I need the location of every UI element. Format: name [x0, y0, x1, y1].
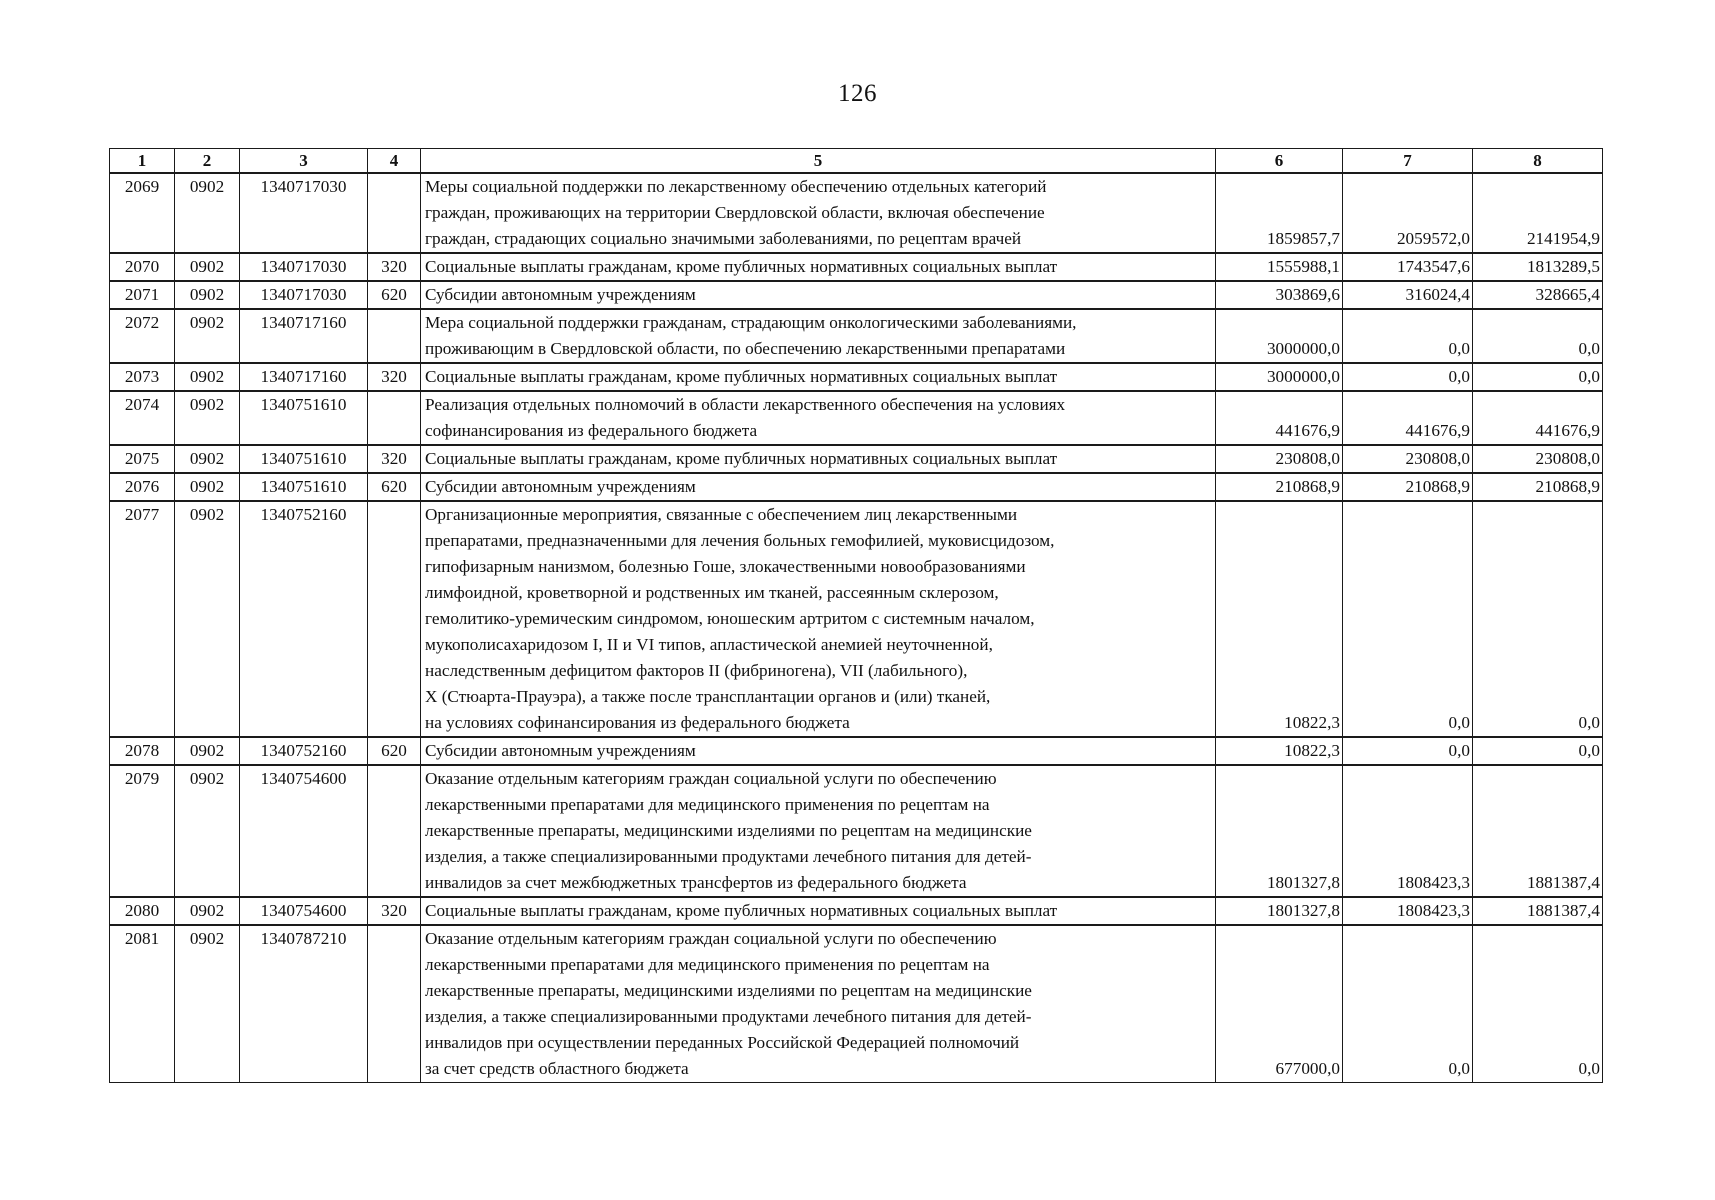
target-article-cell: 1340717030: [240, 281, 368, 309]
description-line: лекарственными препаратами для медицинского применения по рецептам на: [425, 955, 990, 974]
amount-year-2-cell: 0,0: [1343, 925, 1473, 1083]
target-article-cell: 1340751610: [240, 445, 368, 473]
section-code-cell: 0902: [175, 897, 240, 925]
amount-year-3-cell: 1813289,5: [1473, 253, 1603, 281]
amount-year-1-cell: 10822,3: [1216, 501, 1343, 737]
expense-type-cell: [368, 173, 421, 253]
expense-type-cell: 320: [368, 253, 421, 281]
section-code-cell: 0902: [175, 737, 240, 765]
amount-year-1-cell: 677000,0: [1216, 925, 1343, 1083]
table-body: [110, 173, 1603, 1083]
description-cell: [421, 445, 1216, 473]
description-cell: [421, 897, 1216, 925]
description-line: софинансирования из федерального бюджета: [425, 421, 758, 440]
section-code-cell: 0902: [175, 309, 240, 363]
target-article-cell: 1340717030: [240, 173, 368, 253]
column-header: 4: [368, 149, 421, 174]
target-article-cell: 1340752160: [240, 501, 368, 737]
column-header: 3: [240, 149, 368, 174]
amount-year-1-cell: 230808,0: [1216, 445, 1343, 473]
target-article-cell: 1340752160: [240, 737, 368, 765]
amount-year-3-cell: 2141954,9: [1473, 173, 1603, 253]
row-number-cell: 2074: [110, 391, 175, 445]
row-number-cell: 2078: [110, 737, 175, 765]
column-header: 6: [1216, 149, 1343, 174]
section-code-cell: 0902: [175, 281, 240, 309]
amount-year-2-cell: 1743547,6: [1343, 253, 1473, 281]
amount-year-3-cell: 441676,9: [1473, 391, 1603, 445]
description-line: Оказание отдельным категориям граждан социальной услуги по обеспечению: [425, 769, 997, 788]
row-number-cell: 2075: [110, 445, 175, 473]
table-row: [110, 445, 1603, 473]
amount-year-2-cell: 230808,0: [1343, 445, 1473, 473]
section-code-cell: 0902: [175, 253, 240, 281]
expense-type-cell: 320: [368, 445, 421, 473]
description-cell: [421, 501, 1216, 737]
table-row: [110, 173, 1603, 253]
amount-year-2-cell: 1808423,3: [1343, 765, 1473, 897]
amount-year-2-cell: 2059572,0: [1343, 173, 1473, 253]
description-line: граждан, проживающих на территории Свердловской области, включая обеспечение: [425, 203, 1045, 222]
description-line: Меры социальной поддержки по лекарственному обеспечению отдельных категорий: [425, 177, 1047, 196]
description-line: препаратами, предназначенными для лечения больных гемофилией, муковисцидозом,: [425, 531, 1055, 550]
expense-type-cell: [368, 925, 421, 1083]
amount-year-1-cell: 303869,6: [1216, 281, 1343, 309]
description-line: Организационные мероприятия, связанные с обеспечением лиц лекарственными: [425, 505, 1018, 524]
amount-year-3-cell: 0,0: [1473, 925, 1603, 1083]
table-row: [110, 391, 1603, 445]
column-header: 5: [421, 149, 1216, 174]
description-line: инвалидов при осуществлении переданных Российской Федерацией полномочий: [425, 1033, 1020, 1052]
table-row: [110, 363, 1603, 391]
amount-year-1-cell: 1801327,8: [1216, 765, 1343, 897]
description-line: за счет средств областного бюджета: [425, 1059, 689, 1078]
amount-year-3-cell: 328665,4: [1473, 281, 1603, 309]
expense-type-cell: [368, 501, 421, 737]
budget-table: [109, 148, 1603, 1083]
expense-type-cell: 620: [368, 473, 421, 501]
amount-year-3-cell: 230808,0: [1473, 445, 1603, 473]
amount-year-1-cell: 3000000,0: [1216, 363, 1343, 391]
amount-year-3-cell: 0,0: [1473, 363, 1603, 391]
description-line: мукополисахаридозом I, II и VI типов, апластической анемией неуточненной,: [425, 635, 993, 654]
description-cell: [421, 281, 1216, 309]
row-number-cell: 2077: [110, 501, 175, 737]
amount-year-2-cell: 0,0: [1343, 363, 1473, 391]
column-header: 2: [175, 149, 240, 174]
expense-type-cell: 320: [368, 897, 421, 925]
target-article-cell: 1340717030: [240, 253, 368, 281]
description-line: Социальные выплаты гражданам, кроме публичных нормативных социальных выплат: [425, 901, 1058, 920]
expense-type-cell: 620: [368, 281, 421, 309]
description-line: наследственным дефицитом факторов II (фибриногена), VII (лабильного),: [425, 661, 968, 680]
row-number-cell: 2073: [110, 363, 175, 391]
amount-year-1-cell: 441676,9: [1216, 391, 1343, 445]
amount-year-2-cell: 0,0: [1343, 309, 1473, 363]
amount-year-1-cell: 10822,3: [1216, 737, 1343, 765]
table-row: [110, 501, 1603, 737]
amount-year-2-cell: 441676,9: [1343, 391, 1473, 445]
amount-year-2-cell: 1808423,3: [1343, 897, 1473, 925]
description-line: инвалидов за счет межбюджетных трансфертов из федерального бюджета: [425, 873, 967, 892]
description-line: проживающим в Свердловской области, по обеспечению лекарственными препаратами: [425, 339, 1066, 358]
amount-year-1-cell: 210868,9: [1216, 473, 1343, 501]
amount-year-2-cell: 0,0: [1343, 737, 1473, 765]
description-cell: [421, 765, 1216, 897]
description-cell: [421, 363, 1216, 391]
description-line: лимфоидной, кроветворной и родственных им тканей, рассеянным склерозом,: [425, 583, 999, 602]
description-line: лекарственные препараты, медицинскими изделиями по рецептам на медицинские: [425, 821, 1032, 840]
table-row: [110, 281, 1603, 309]
target-article-cell: 1340751610: [240, 473, 368, 501]
description-cell: [421, 473, 1216, 501]
target-article-cell: 1340787210: [240, 925, 368, 1083]
description-line: гипофизарным нанизмом, болезнью Гоше, злокачественными новообразованиями: [425, 557, 1026, 576]
row-number-cell: 2081: [110, 925, 175, 1083]
description-line: изделия, а также специализированными продуктами лечебного питания для детей-: [425, 847, 1032, 866]
table-header-row: [110, 149, 1603, 174]
row-number-cell: 2069: [110, 173, 175, 253]
description-line: на условиях софинансирования из федерального бюджета: [425, 713, 850, 732]
page-number: 126: [838, 80, 877, 107]
description-line: Субсидии автономным учреждениям: [425, 477, 696, 496]
amount-year-1-cell: 1801327,8: [1216, 897, 1343, 925]
row-number-cell: 2072: [110, 309, 175, 363]
amount-year-3-cell: 0,0: [1473, 309, 1603, 363]
description-line: Оказание отдельным категориям граждан социальной услуги по обеспечению: [425, 929, 997, 948]
amount-year-3-cell: 1881387,4: [1473, 897, 1603, 925]
table-row: [110, 925, 1603, 1083]
description-cell: [421, 925, 1216, 1083]
expense-type-cell: [368, 309, 421, 363]
description-line: лекарственными препаратами для медицинского применения по рецептам на: [425, 795, 990, 814]
expense-type-cell: 620: [368, 737, 421, 765]
description-cell: [421, 173, 1216, 253]
description-line: Социальные выплаты гражданам, кроме публичных нормативных социальных выплат: [425, 449, 1058, 468]
description-line: Реализация отдельных полномочий в области лекарственного обеспечения на условиях: [425, 395, 1066, 414]
target-article-cell: 1340717160: [240, 363, 368, 391]
section-code-cell: 0902: [175, 925, 240, 1083]
amount-year-3-cell: 0,0: [1473, 737, 1603, 765]
amount-year-1-cell: 1555988,1: [1216, 253, 1343, 281]
row-number-cell: 2070: [110, 253, 175, 281]
amount-year-2-cell: 0,0: [1343, 501, 1473, 737]
description-line: Мера социальной поддержки гражданам, страдающим онкологическими заболеваниями,: [425, 313, 1077, 332]
section-code-cell: 0902: [175, 391, 240, 445]
row-number-cell: 2079: [110, 765, 175, 897]
column-header: 8: [1473, 149, 1603, 174]
description-line: граждан, страдающих социально значимыми заболеваниями, по рецептам врачей: [425, 229, 1022, 248]
column-header: 7: [1343, 149, 1473, 174]
target-article-cell: 1340717160: [240, 309, 368, 363]
description-line: Субсидии автономным учреждениям: [425, 285, 696, 304]
description-line: изделия, а также специализированными продуктами лечебного питания для детей-: [425, 1007, 1032, 1026]
amount-year-1-cell: 1859857,7: [1216, 173, 1343, 253]
target-article-cell: 1340754600: [240, 765, 368, 897]
expense-type-cell: 320: [368, 363, 421, 391]
amount-year-3-cell: 1881387,4: [1473, 765, 1603, 897]
description-cell: [421, 737, 1216, 765]
section-code-cell: 0902: [175, 473, 240, 501]
description-line: Социальные выплаты гражданам, кроме публичных нормативных социальных выплат: [425, 257, 1058, 276]
table-row: [110, 765, 1603, 897]
description-line: лекарственные препараты, медицинскими изделиями по рецептам на медицинские: [425, 981, 1032, 1000]
amount-year-2-cell: 210868,9: [1343, 473, 1473, 501]
expense-type-cell: [368, 391, 421, 445]
row-number-cell: 2080: [110, 897, 175, 925]
amount-year-1-cell: 3000000,0: [1216, 309, 1343, 363]
section-code-cell: 0902: [175, 765, 240, 897]
expense-type-cell: [368, 765, 421, 897]
row-number-cell: 2071: [110, 281, 175, 309]
description-line: гемолитико-уремическим синдромом, юношеским артритом с системным началом,: [425, 609, 1035, 628]
description-line: Социальные выплаты гражданам, кроме публичных нормативных социальных выплат: [425, 367, 1058, 386]
description-line: X (Стюарта-Прауэра), а также после трансплантации органов и (или) тканей,: [425, 687, 991, 706]
section-code-cell: 0902: [175, 501, 240, 737]
table-row: [110, 309, 1603, 363]
amount-year-2-cell: 316024,4: [1343, 281, 1473, 309]
section-code-cell: 0902: [175, 173, 240, 253]
description-cell: [421, 391, 1216, 445]
description-cell: [421, 253, 1216, 281]
section-code-cell: 0902: [175, 445, 240, 473]
target-article-cell: 1340751610: [240, 391, 368, 445]
amount-year-3-cell: 210868,9: [1473, 473, 1603, 501]
section-code-cell: 0902: [175, 363, 240, 391]
table-row: [110, 473, 1603, 501]
table-row: [110, 897, 1603, 925]
table-row: [110, 737, 1603, 765]
description-cell: [421, 309, 1216, 363]
table-row: [110, 253, 1603, 281]
target-article-cell: 1340754600: [240, 897, 368, 925]
column-header: 1: [110, 149, 175, 174]
row-number-cell: 2076: [110, 473, 175, 501]
description-line: Субсидии автономным учреждениям: [425, 741, 696, 760]
amount-year-3-cell: 0,0: [1473, 501, 1603, 737]
